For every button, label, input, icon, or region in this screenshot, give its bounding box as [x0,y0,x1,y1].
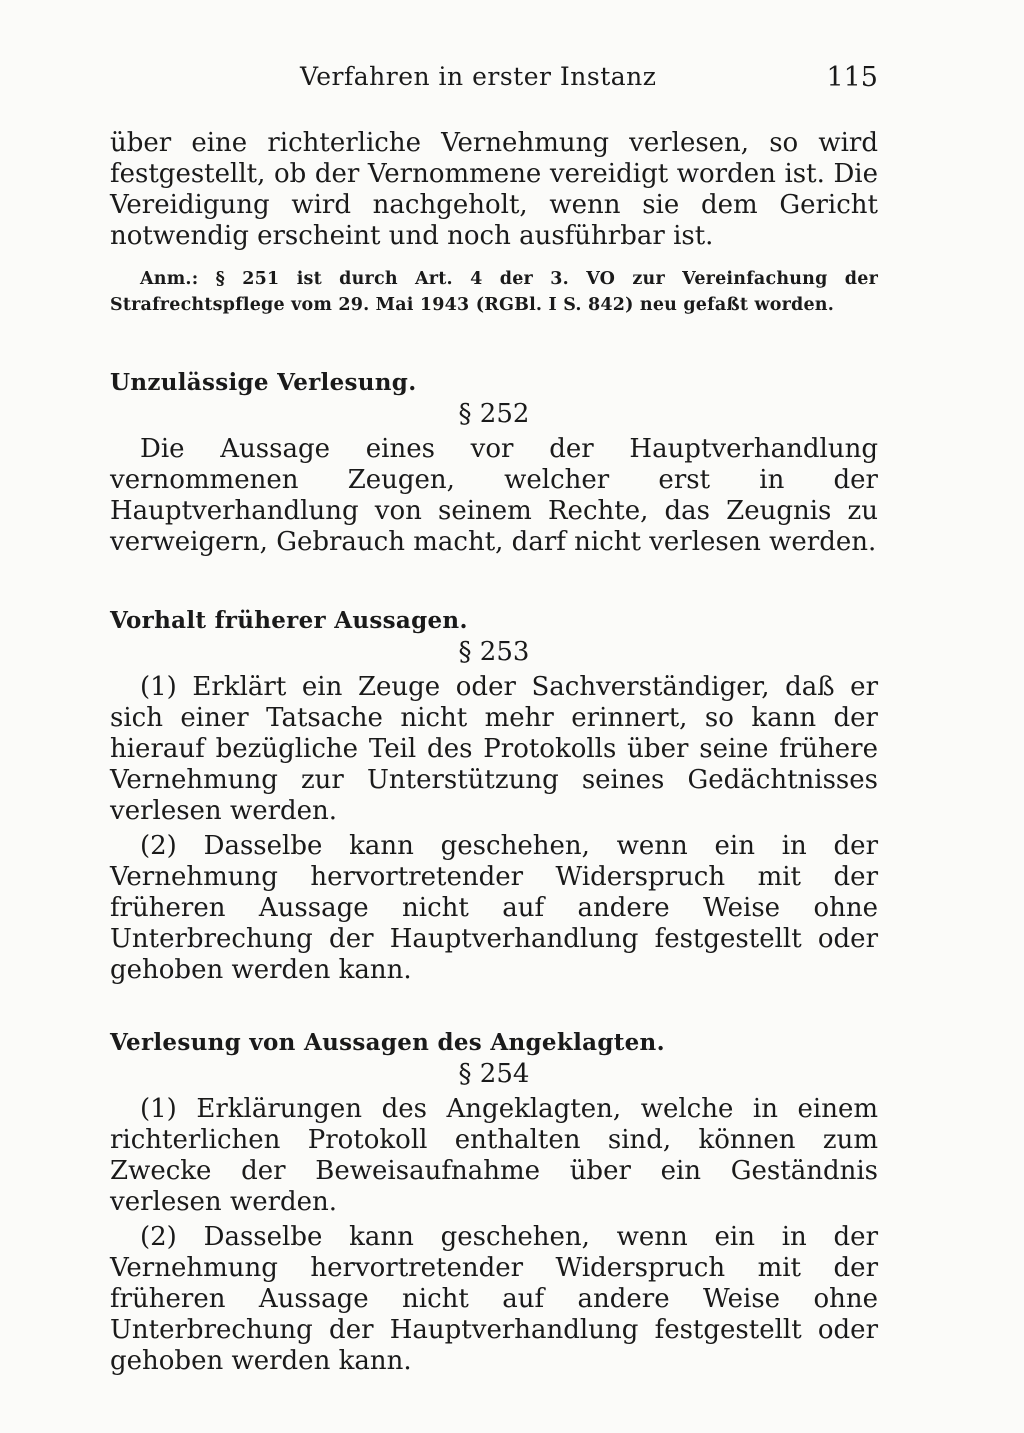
section-heading-253: Vorhalt früherer Aussagen. [110,607,468,634]
page-number: 115 [826,62,878,93]
section-heading-254: Verlesung von Aussagen des Angeklagten. [110,1029,665,1056]
paragraph-253-2: (2) Dasselbe kann geschehen, wenn ein in der Vernehmung hervortretender Widerspruch mit der früheren Aussage nicht auf andere Weise ohne Unterbrechung der Hauptverhandlung festgestellt oder gehoben werden kann. [110,831,878,985]
running-head [110,62,878,102]
paragraph-253-1: (1) Erklärt ein Zeuge oder Sachverständiger, daß er sich einer Tatsache nicht mehr erinnert, so kann der hierauf bezügliche Teil des Protokolls über seine frühere Vernehmung zur Unterstützung seines Gedächtnisses verlesen werden. [110,672,878,826]
paragraph-252: Die Aussage eines vor der Hauptverhandlung vernommenen Zeugen, welcher erst in der Hauptverhandlung von seinem Rechte, das Zeugnis zu verweigern, Gebrauch macht, darf nicht verlesen werden. [110,434,878,557]
section-heading-252: Unzulässige Verlesung. [110,369,417,396]
paragraph-254-1: (1) Erklärungen des Angeklagten, welche in einem richterlichen Protokoll enthalten sind, können zum Zwecke der Beweisaufnahme über ein Geständnis verlesen werden. [110,1094,878,1217]
section-number-254: § 254 [458,1059,530,1089]
section-number-252: § 252 [458,399,530,429]
section-number-253: § 253 [458,637,530,667]
continuation-paragraph: über eine richterliche Vernehmung verlesen, so wird festgestellt, ob der Vernommene vereidigt worden ist. Die Vereidigung wird nachgeholt, wenn sie dem Gericht notwendig erscheint und noch ausführbar ist. [110,128,878,251]
body-text [110,128,878,1377]
footnote-annotation: Anm.: § 251 ist durch Art. 4 der 3. VO zur Vereinfachung der Strafrechtspflege vom 29. Mai 1943 (RGBl. I S. 842) neu gefaßt worden. [110,269,878,315]
running-title: Verfahren in erster Instanz [300,62,657,91]
paragraph-254-2: (2) Dasselbe kann geschehen, wenn ein in der Vernehmung hervortretender Widerspruch mit der früheren Aussage nicht auf andere Weise ohne Unterbrechung der Hauptverhandlung festgestellt oder gehoben werden kann. [110,1222,878,1376]
